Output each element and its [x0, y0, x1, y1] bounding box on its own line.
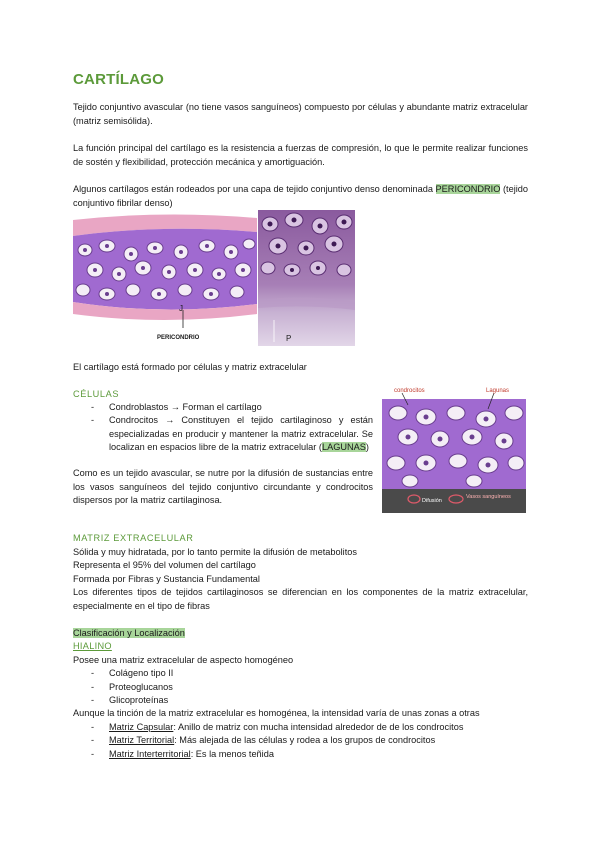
- condrocitos-close: ): [365, 442, 369, 453]
- matrix-line-3: Formada por Fibras y Sustancia Fundamental: [73, 574, 260, 584]
- cells-item-condroblastos: [91, 401, 375, 415]
- bullet-dash: -: [91, 415, 95, 425]
- hialino-item-text: Colágeno tipo II: [109, 668, 174, 678]
- bullet-dash: -: [91, 668, 95, 678]
- matrix-zone-desc: : Anillo de matriz con mucha intensidad alrededor de de los condrocitos: [173, 722, 464, 732]
- perichondrium-diagram: [73, 210, 257, 346]
- bullet-dash: -: [91, 402, 95, 412]
- matrix-zone-item: [91, 721, 464, 735]
- chondrocytes-diagram: [382, 383, 526, 513]
- bullet-dash: -: [91, 735, 95, 745]
- perichondrium-histology: [258, 210, 355, 346]
- histology-marker-p: P: [286, 334, 292, 343]
- difusion-label: Difusión: [422, 498, 442, 504]
- bullet-dash: -: [91, 695, 95, 705]
- bullet-dash: -: [91, 722, 95, 732]
- classification-heading: Clasificación y Localización: [73, 628, 185, 638]
- perichondrium-paragraph: [73, 183, 528, 210]
- condroblastos-text: Condroblastos → Forman el cartílago: [109, 402, 262, 412]
- hialino-item-text: Proteoglucanos: [109, 682, 173, 692]
- bullet-dash: -: [91, 749, 95, 759]
- condrocitos-text: Condrocitos → Constituyen el tejido cartilaginoso y están especializadas en producir y mantener la matriz extracelular. Se localizan en espacios libre de la matriz extracelular (: [109, 415, 373, 453]
- hialino-item: [91, 681, 173, 695]
- vasos-label: Vasos sanguíneos: [466, 494, 511, 500]
- matrix-zone-item: [91, 734, 436, 748]
- matrix-line-1: Sólida y muy hidratada, por lo tanto permite la difusión de metabolitos: [73, 547, 357, 557]
- condrocitos-label: condrocitos: [394, 388, 425, 394]
- hialino-item: [91, 694, 169, 708]
- perichondrium-label: PERICONDRIO: [157, 335, 200, 341]
- classification-heading-row: [73, 627, 528, 641]
- perichondrium-term: PERICONDRIO: [435, 184, 501, 194]
- hialino-item: [91, 667, 174, 681]
- lagunas-label: Lagunas: [486, 388, 510, 394]
- perichondrium-marker-j: J: [179, 304, 183, 313]
- hialino-line-1: Posee una matriz extracelular de aspecto homogéneo: [73, 655, 294, 665]
- nutrition-paragraph: Como es un tejido avascular, se nutre por la difusión de sustancias entre los vasos sanguíneos del tejido conjuntivo circundante y condrocitos dispersos por la matriz cartilaginosa.: [73, 468, 373, 506]
- hialino-item-text: Glicoproteínas: [109, 695, 169, 705]
- perichondrium-note: (tejido conjuntivo fibrilar denso): [73, 184, 528, 208]
- matrix-zone-item: [91, 748, 274, 762]
- matrix-zone-name: Matriz Interterritorial: [109, 749, 191, 759]
- cells-heading: CÉLULAS: [73, 389, 120, 399]
- intro-paragraph: Tejido conjuntivo avascular (no tiene vasos sanguíneos) compuesto por células y abundante matriz extracelular (matriz semisólida).: [73, 102, 528, 126]
- hialino-heading: HIALINO: [73, 641, 112, 651]
- matrix-heading: MATRIZ EXTRACELULAR: [73, 533, 194, 543]
- matrix-zone-desc: : Más alejada de las células y rodea a los grupos de condrocitos: [174, 735, 436, 745]
- function-paragraph: La función principal del cartílago es la resistencia a fuerzas de compresión, lo que le permite realizar funciones de sostén y flexibilidad, protección mecánica y amortiguación.: [73, 143, 528, 167]
- matrix-line-4: Los diferentes tipos de tejidos cartilaginosos se diferencian en los componentes de la matriz extracelular, especialmente en el tipo de fibras: [73, 587, 528, 611]
- matrix-zone-desc: : Es la menos teñida: [190, 749, 274, 759]
- matrix-zone-name: Matriz Capsular: [109, 722, 174, 732]
- perichondrium-text: Algunos cartílagos están rodeados por una capa de tejido conjuntivo denso denominada: [73, 184, 433, 194]
- matrix-line-2: Representa el 95% del volumen del cartílago: [73, 560, 256, 570]
- cells-item-condrocitos: [91, 414, 373, 455]
- matrix-zone-name: Matriz Territorial: [109, 735, 175, 745]
- lagunas-term: LAGUNAS: [321, 442, 366, 453]
- bullet-dash: -: [91, 682, 95, 692]
- page-title: CARTÍLAGO: [73, 71, 164, 88]
- composition-paragraph: El cartílago está formado por células y matriz extracelular: [73, 362, 307, 372]
- hialino-line-2: Aunque la tinción de la matriz extracelular es homogénea, la intensidad varía de unas zonas a otras: [73, 708, 480, 718]
